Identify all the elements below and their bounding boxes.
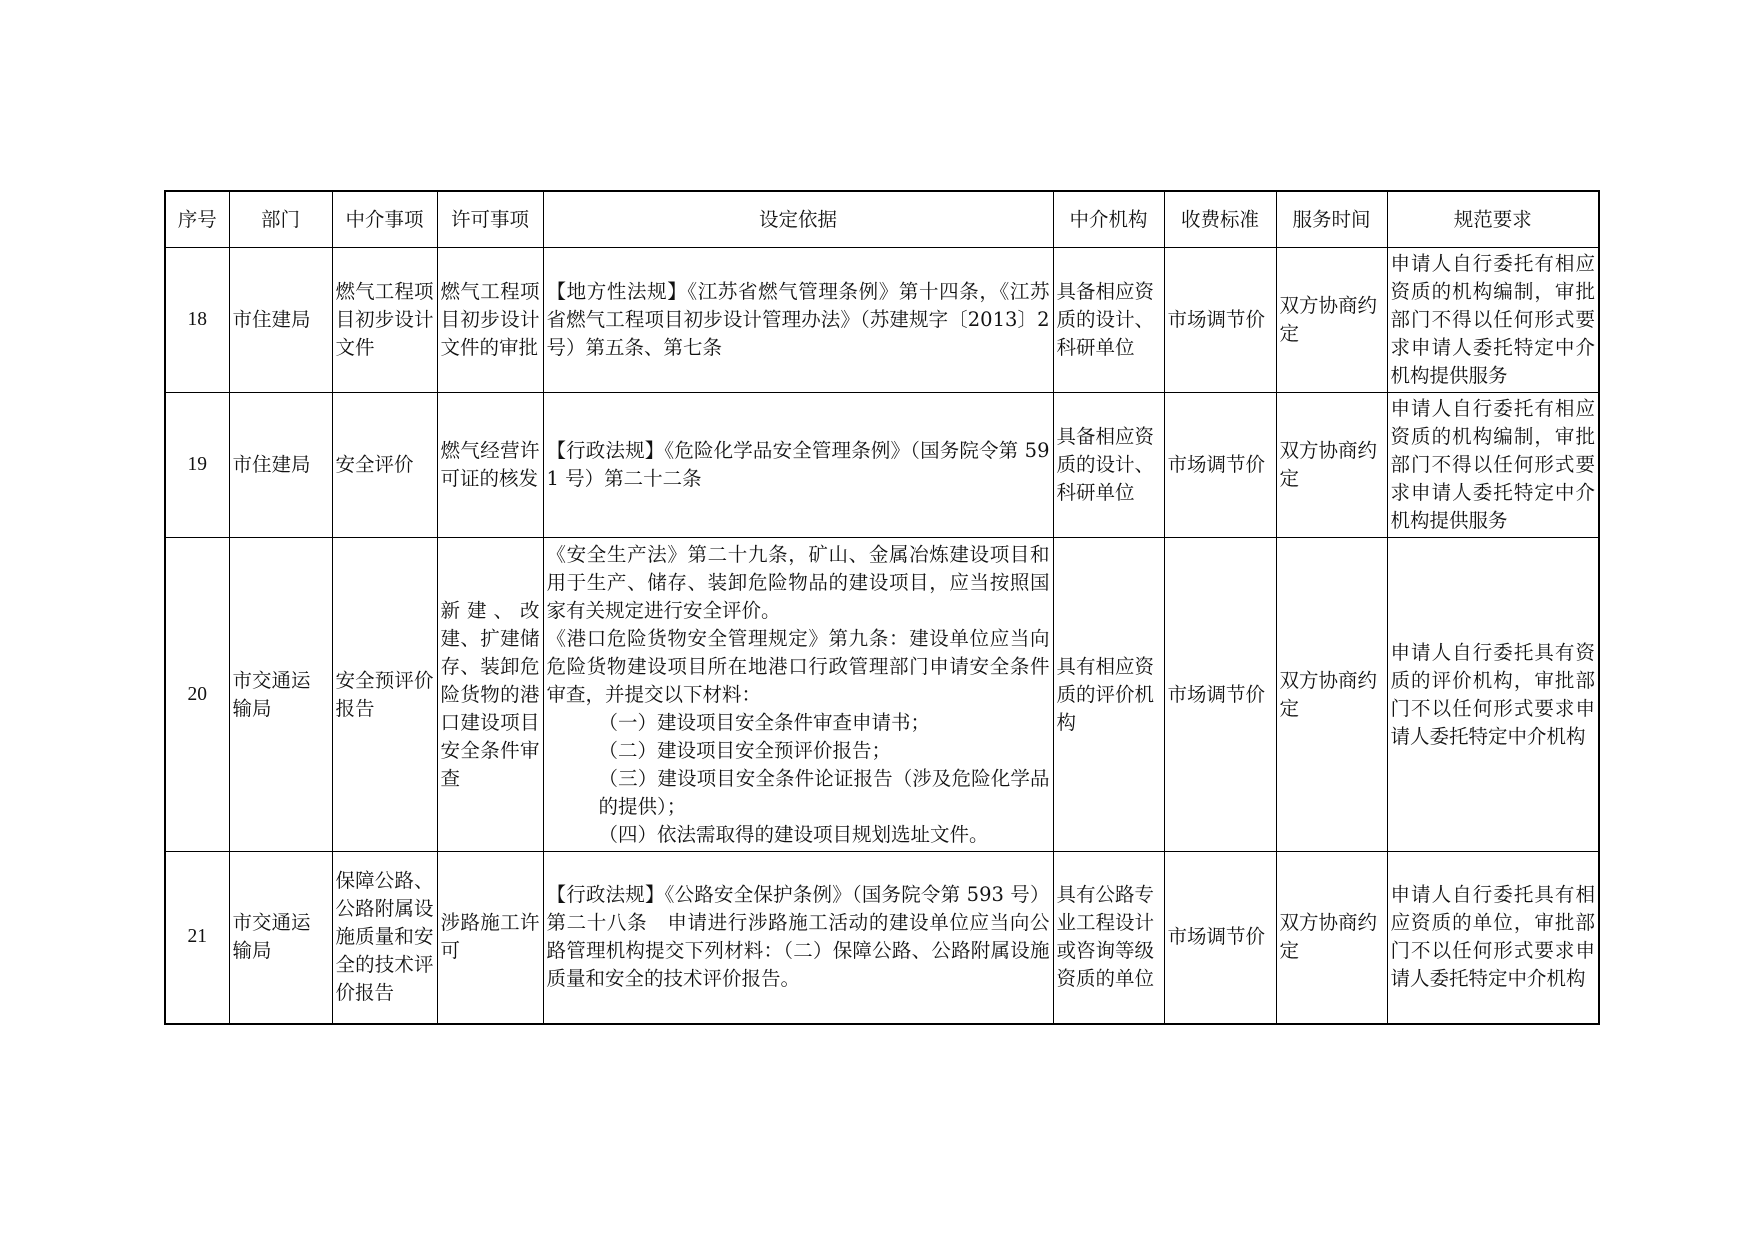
header-license-item: 许可事项 <box>437 191 543 248</box>
header-dept: 部门 <box>229 191 332 248</box>
cell-agency: 具有公路专业工程设计或咨询等级资质的单位 <box>1053 852 1164 1024</box>
cell-license-item: 涉路施工许可 <box>437 852 543 1024</box>
table-row <box>165 852 1599 1024</box>
cell-seq: 19 <box>165 393 229 538</box>
cell-seq: 20 <box>165 538 229 852</box>
cell-seq: 18 <box>165 248 229 393</box>
cell-intermediary-item: 安全预评价报告 <box>332 538 437 852</box>
cell-agency: 具备相应资质的设计、科研单位 <box>1053 393 1164 538</box>
table-row <box>165 248 1599 393</box>
header-requirement: 规范要求 <box>1387 191 1599 248</box>
basis-paragraph: 【行政法规】《公路安全保护条例》（国务院令第 593 号）第二十八条 申请进行涉路施工活动的建设单位应当向公路管理机构提交下列材料：（二）保障公路、公路附属设施质量和安全的技术评价报告。 <box>546 883 1050 991</box>
basis-paragraph: （三）建设项目安全条件论证报告（涉及危险化学品的提供）； <box>598 766 1050 818</box>
header-agency: 中介机构 <box>1053 191 1164 248</box>
header-fee: 收费标准 <box>1164 191 1276 248</box>
cell-basis <box>543 538 1053 852</box>
cell-license-item: 燃气工程项目初步设计文件的审批 <box>437 248 543 393</box>
cell-dept: 市交通运输局 <box>229 852 332 1024</box>
cell-license-item: 燃气经营许可证的核发 <box>437 393 543 538</box>
cell-requirement: 申请人自行委托有相应资质的机构编制，审批部门不得以任何形式要求申请人委托特定中介机构提供服务 <box>1387 393 1599 538</box>
cell-service-time: 双方协商约定 <box>1276 393 1387 538</box>
table-body <box>165 248 1599 1024</box>
basis-paragraph: （四）依法需取得的建设项目规划选址文件。 <box>598 822 989 846</box>
cell-agency: 具有相应资质的评价机构 <box>1053 538 1164 852</box>
basis-paragraph: 【地方性法规】《江苏省燃气管理条例》第十四条，《江苏省燃气工程项目初步设计管理办法》（苏建规字〔2013〕2 号）第五条、第七条 <box>546 280 1050 359</box>
basis-paragraph: 《港口危险货物安全管理规定》第九条：建设单位应当向危险货物建设项目所在地港口行政管理部门申请安全条件审查，并提交以下材料： <box>546 626 1050 706</box>
cell-fee: 市场调节价 <box>1164 852 1276 1024</box>
cell-intermediary-item: 保障公路、公路附属设施质量和安全的技术评价报告 <box>332 852 437 1024</box>
basis-paragraph: （二）建设项目安全预评价报告； <box>598 738 892 762</box>
intermediary-services-table <box>164 190 1600 1025</box>
cell-dept: 市住建局 <box>229 248 332 393</box>
header-basis: 设定依据 <box>543 191 1053 248</box>
basis-paragraph: 【行政法规】《危险化学品安全管理条例》（国务院令第 591 号）第二十二条 <box>546 439 1050 490</box>
cell-requirement: 申请人自行委托有相应资质的机构编制，审批部门不得以任何形式要求申请人委托特定中介机构提供服务 <box>1387 248 1599 393</box>
table-row <box>165 538 1599 852</box>
cell-seq: 21 <box>165 852 229 1024</box>
cell-requirement: 申请人自行委托具有资质的评价机构，审批部门不以任何形式要求申请人委托特定中介机构 <box>1387 538 1599 852</box>
table-header-row <box>165 191 1599 248</box>
cell-dept: 市住建局 <box>229 393 332 538</box>
cell-fee: 市场调节价 <box>1164 538 1276 852</box>
cell-fee: 市场调节价 <box>1164 393 1276 538</box>
cell-fee: 市场调节价 <box>1164 248 1276 393</box>
cell-intermediary-item: 燃气工程项目初步设计文件 <box>332 248 437 393</box>
cell-service-time: 双方协商约定 <box>1276 248 1387 393</box>
cell-requirement: 申请人自行委托具有相应资质的单位，审批部门不以任何形式要求申请人委托特定中介机构 <box>1387 852 1599 1024</box>
basis-paragraph: 《安全生产法》第二十九条，矿山、金属冶炼建设项目和用于生产、储存、装卸危险物品的建设项目，应当按照国家有关规定进行安全评价。 <box>546 542 1050 622</box>
cell-basis <box>543 248 1053 393</box>
basis-paragraph: （一）建设项目安全条件审查申请书； <box>598 710 931 734</box>
cell-dept: 市交通运输局 <box>229 538 332 852</box>
cell-intermediary-item: 安全评价 <box>332 393 437 538</box>
header-service-time: 服务时间 <box>1276 191 1387 248</box>
header-seq: 序号 <box>165 191 229 248</box>
cell-service-time: 双方协商约定 <box>1276 852 1387 1024</box>
header-intermediary-item: 中介事项 <box>332 191 437 248</box>
cell-license-item: 新建、改建、扩建储存、装卸危险货物的港口建设项目安全条件审查 <box>437 538 543 852</box>
cell-basis <box>543 393 1053 538</box>
cell-service-time: 双方协商约定 <box>1276 538 1387 852</box>
table-row <box>165 393 1599 538</box>
cell-agency: 具备相应资质的设计、科研单位 <box>1053 248 1164 393</box>
cell-basis <box>543 852 1053 1024</box>
